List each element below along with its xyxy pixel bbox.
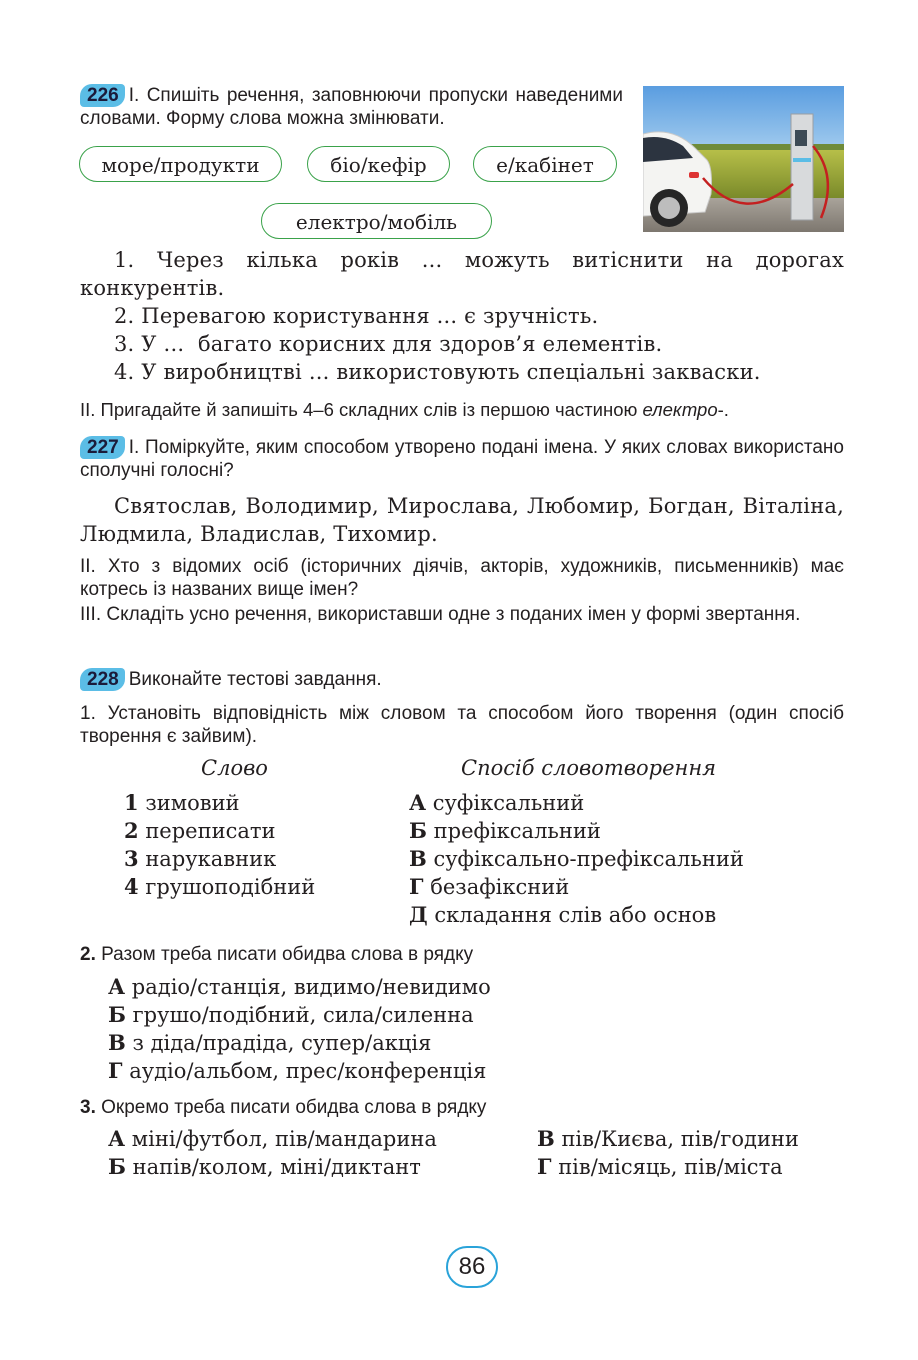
q1-left-item: 4 грушоподібний (124, 874, 316, 899)
sentence-2: 2. Перевагою користування ... є зручність. (114, 304, 599, 328)
q1-header-left: Слово (201, 756, 268, 780)
q2-option: А радіо/станція, видимо/невидимо (108, 974, 491, 999)
word-pill-1: море/продукти (79, 146, 282, 182)
q3-option: Г пів/місяць, пів/міста (537, 1154, 783, 1179)
word-pill-2: біо/кефір (307, 146, 450, 182)
exercise-number-badge: 226 (80, 84, 125, 107)
ex227-names: Святослав, Володимир, Мирослава, Любомир, Богдан, Віталіна, Людмила, Владислав, Тихомир. (80, 494, 844, 546)
q2-option: В з діда/прадіда, супер/акція (108, 1030, 432, 1055)
q1-right-item: В суфіксально-префіксальний (409, 846, 744, 871)
q3-option: Б напів/колом, міні/диктант (108, 1154, 421, 1179)
q1-right-item: Б префіксальний (409, 818, 601, 843)
ex228-q1: 1. Установіть відповідність між словом та способом його творення (один спосіб творення є зайвим). (80, 703, 844, 747)
q2-option: Г аудіо/альбом, прес/конференція (108, 1058, 487, 1083)
q1-right-item: Г безафіксний (409, 874, 570, 899)
q1-right-item: Д складання слів або основ (409, 902, 717, 927)
ex227-task2: II. Хто з відомих осіб (історичних діячів, акторів, художників, письменників) має котресь із названих вище імен? (80, 556, 844, 600)
ex228-instruction: 228 Виконайте тестові завдання. (80, 668, 844, 691)
q1-right-item: А суфіксальний (409, 790, 585, 815)
q1-left-item: 2 переписати (124, 818, 276, 843)
exercise-number-badge: 228 (80, 668, 125, 691)
sentence-4: 4. У виробництві ... використовують спеціальні закваски. (114, 360, 761, 384)
word-pill-3: е/кабінет (473, 146, 617, 182)
q1-left-item: 3 нарукавник (124, 846, 277, 871)
q1-header-right: Спосіб словотворення (461, 756, 717, 780)
q3-option: А міні/футбол, пів/мандарина (108, 1126, 437, 1151)
exercise-number-badge: 227 (80, 436, 125, 459)
word-pill-4: електро/мобіль (261, 203, 492, 239)
ex227-instruction: 227 I. Поміркуйте, яким способом утворено подані імена. У яких словах використано сполучні голосні? (80, 437, 844, 481)
sentence-1: 1. Через кілька років ... можуть витіснити на дорогах конкурентів. (80, 248, 844, 300)
q2-option: Б грушо/подібний, сила/силенна (108, 1002, 474, 1027)
ex226-instruction: 226 I. Спишіть речення, заповнюючи пропуски наведеними словами. Форму слова можна змінювати. (80, 85, 623, 129)
ex226-task2: II. Пригадайте й запишіть 4–6 складних слів із першою частиною електро-. (80, 399, 729, 420)
sentence-3: 3. У ... багато корисних для здоров’я елементів. (114, 332, 663, 356)
q3-option: В пів/Києва, пів/години (537, 1126, 799, 1151)
ex228-q2: 2. Разом треба писати обидва слова в рядку (80, 944, 474, 965)
ex227-task3: III. Складіть усно речення, використавши одне з поданих імен у формі звертання. (80, 604, 801, 625)
page-number: 86 (446, 1246, 498, 1288)
ex228-q3: 3. Окремо треба писати обидва слова в рядку (80, 1097, 487, 1118)
q1-left-item: 1 зимовий (124, 790, 240, 815)
electric-car-charging-photo (643, 86, 844, 232)
